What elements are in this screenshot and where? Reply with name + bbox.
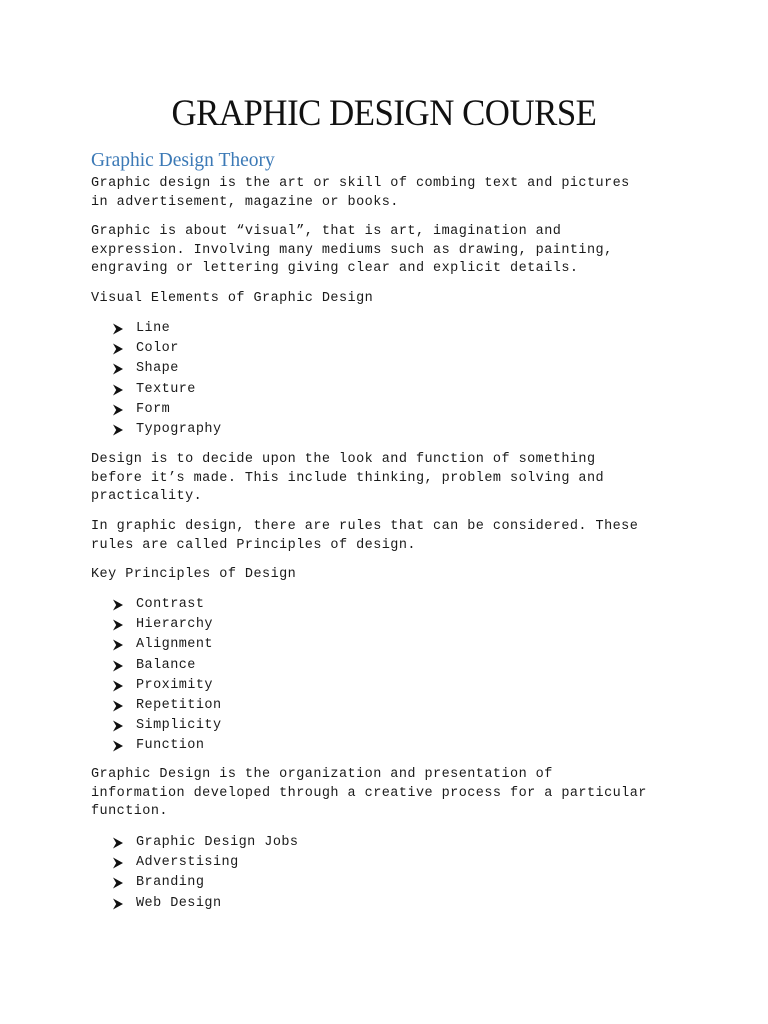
paragraph-visual: Graphic is about “visual”, that is art, imagination and expression. Involving many mediums such as drawing, painting, engraving or lettering giving clear and explicit details. bbox=[91, 224, 613, 277]
arrowhead-bullet-icon bbox=[112, 615, 136, 635]
list-item-label: Repetition bbox=[136, 697, 222, 713]
arrowhead-bullet-icon bbox=[112, 656, 136, 676]
list-item bbox=[112, 635, 222, 655]
paragraph-organization: Graphic Design is the organization and presentation of information developed through a creative process for a particular function. bbox=[91, 767, 647, 820]
list-item-label: Contrast bbox=[136, 597, 205, 612]
arrowhead-bullet-icon bbox=[112, 696, 136, 716]
section-heading: Graphic Design Theory bbox=[91, 150, 275, 171]
arrowhead-bullet-icon bbox=[112, 595, 136, 615]
arrowhead-bullet-icon bbox=[112, 400, 136, 420]
list-item bbox=[112, 736, 222, 756]
list-item bbox=[112, 873, 298, 893]
list-item bbox=[112, 833, 298, 853]
paragraph-definition: Graphic design is the art or skill of combing text and pictures in advertisement, magazine or books. bbox=[91, 176, 630, 210]
list-item-label: Simplicity bbox=[136, 718, 222, 734]
arrowhead-bullet-icon bbox=[112, 339, 136, 359]
list-item bbox=[112, 400, 222, 420]
list-item bbox=[112, 359, 222, 379]
list-item bbox=[112, 319, 222, 339]
list-item-label: Web Design bbox=[136, 895, 222, 911]
key-principles-list bbox=[112, 595, 222, 757]
arrowhead-bullet-icon bbox=[112, 380, 136, 400]
arrowhead-bullet-icon bbox=[112, 894, 136, 914]
list-item-label: Hierarchy bbox=[136, 617, 213, 633]
list-item bbox=[112, 339, 222, 359]
list-item-label: Balance bbox=[136, 657, 196, 673]
list-item bbox=[112, 716, 222, 736]
arrowhead-bullet-icon bbox=[112, 716, 136, 736]
document-title: GRAPHIC DESIGN COURSE bbox=[171, 93, 597, 134]
arrowhead-bullet-icon bbox=[112, 359, 136, 379]
list-item-label: Typography bbox=[136, 421, 222, 437]
list-item-label: Line bbox=[136, 321, 171, 336]
list-item bbox=[112, 420, 222, 440]
paragraph-visual-elements-label: Visual Elements of Graphic Design bbox=[91, 291, 374, 306]
list-item-label: Form bbox=[136, 401, 171, 417]
list-item-label: Shape bbox=[136, 361, 179, 377]
arrowhead-bullet-icon bbox=[112, 873, 136, 893]
list-item-label: Texture bbox=[136, 381, 196, 397]
visual-elements-list bbox=[112, 319, 222, 440]
list-item bbox=[112, 894, 298, 914]
arrowhead-bullet-icon bbox=[112, 833, 136, 853]
list-item bbox=[112, 853, 298, 873]
list-item bbox=[112, 696, 222, 716]
list-item-label: Branding bbox=[136, 875, 205, 891]
arrowhead-bullet-icon bbox=[112, 635, 136, 655]
list-item-label: Color bbox=[136, 341, 179, 357]
arrowhead-bullet-icon bbox=[112, 420, 136, 440]
list-item-label: Adverstising bbox=[136, 855, 239, 871]
list-item bbox=[112, 595, 222, 615]
paragraph-key-principles-label: Key Principles of Design bbox=[91, 567, 297, 582]
arrowhead-bullet-icon bbox=[112, 319, 136, 339]
arrowhead-bullet-icon bbox=[112, 853, 136, 873]
list-item-label: Proximity bbox=[136, 677, 213, 693]
list-item-label: Function bbox=[136, 738, 205, 754]
list-item bbox=[112, 380, 222, 400]
list-item bbox=[112, 656, 222, 676]
arrowhead-bullet-icon bbox=[112, 736, 136, 756]
jobs-list bbox=[112, 833, 298, 914]
list-item-label: Graphic Design Jobs bbox=[136, 835, 299, 850]
list-item bbox=[112, 676, 222, 696]
paragraph-principles-intro: In graphic design, there are rules that can be considered. These rules are called Principles of design. bbox=[91, 519, 639, 553]
paragraph-design-decision: Design is to decide upon the look and function of something before it’s made. This include thinking, problem solving and practicality. bbox=[91, 452, 605, 505]
list-item bbox=[112, 615, 222, 635]
list-item-label: Alignment bbox=[136, 637, 213, 653]
arrowhead-bullet-icon bbox=[112, 676, 136, 696]
